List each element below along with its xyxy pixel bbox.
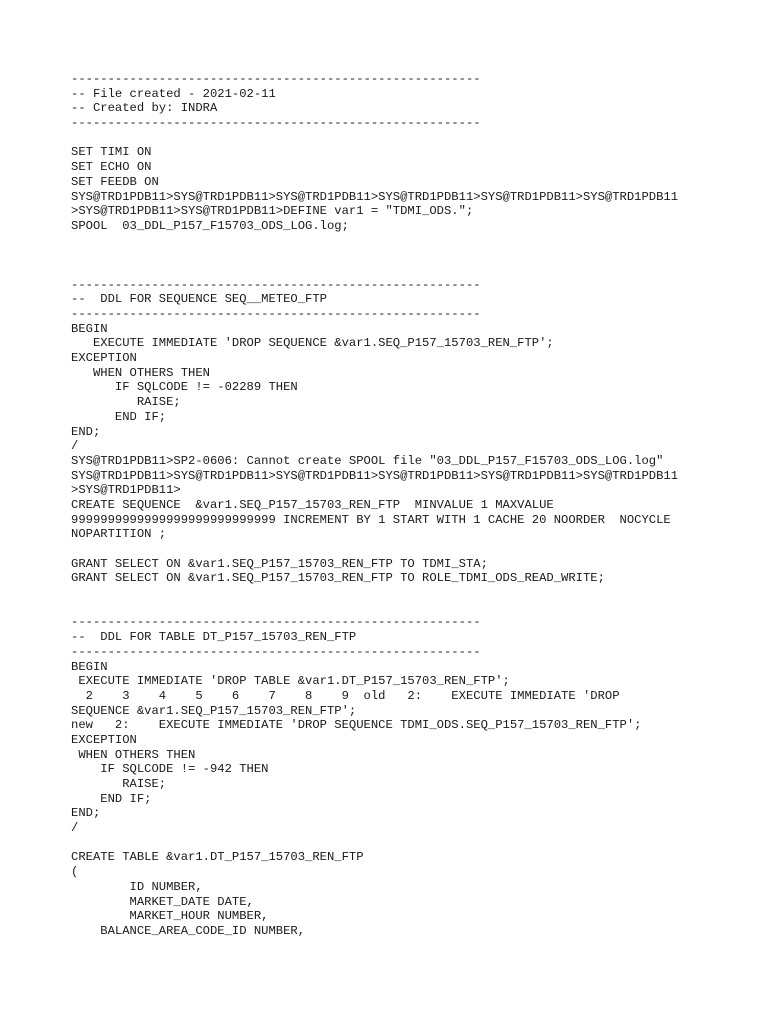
code-line: >SYS@TRD1PDB11>SYS@TRD1PDB11>DEFINE var1 = "TDMI_ODS."; <box>71 204 474 219</box>
code-line: BALANCE_AREA_CODE_ID NUMBER, <box>71 923 306 938</box>
code-line: GRANT SELECT ON &var1.SEQ_P157_15703_REN_FTP TO ROLE_TDMI_ODS_READ_WRITE; <box>71 571 605 586</box>
code-line: NOPARTITION ; <box>71 527 167 542</box>
code-line: / <box>71 439 79 454</box>
code-line <box>71 601 751 616</box>
code-line <box>71 234 751 249</box>
code-line: END; <box>71 424 101 439</box>
code-line: / <box>71 821 79 836</box>
code-line: SYS@TRD1PDB11>SP2-0606: Cannot create SPOOL file "03_DDL_P157_F15703_ODS_LOG.log" <box>71 453 664 468</box>
code-line <box>71 542 751 557</box>
code-line: MARKET_DATE DATE, <box>71 894 254 909</box>
code-line: -- DDL FOR TABLE DT_P157_15703_REN_FTP <box>71 630 357 645</box>
code-line: EXCEPTION <box>71 732 137 747</box>
code-line: SET TIMI ON <box>71 145 152 160</box>
code-line: CREATE SEQUENCE &var1.SEQ_P157_15703_REN_FTP MINVALUE 1 MAXVALUE <box>71 497 554 512</box>
code-line: SYS@TRD1PDB11>SYS@TRD1PDB11>SYS@TRD1PDB11>SYS@TRD1PDB11>SYS@TRD1PDB11>SYS@TRD1PDB11 <box>71 468 679 483</box>
code-line: new 2: EXECUTE IMMEDIATE 'DROP SEQUENCE TDMI_ODS.SEQ_P157_15703_REN_FTP'; <box>71 718 642 733</box>
document-page <box>71 72 751 939</box>
code-line <box>71 131 751 146</box>
code-line: BEGIN <box>71 321 108 336</box>
code-line: GRANT SELECT ON &var1.SEQ_P157_15703_REN_FTP TO TDMI_STA; <box>71 556 488 571</box>
code-line: END IF; <box>71 409 167 424</box>
code-line: END IF; <box>71 791 152 806</box>
code-line: IF SQLCODE != -02289 THEN <box>71 380 298 395</box>
code-line: -------------------------------------------------------- <box>71 644 481 659</box>
code-line: -------------------------------------------------------- <box>71 116 481 131</box>
code-line: EXECUTE IMMEDIATE 'DROP SEQUENCE &var1.SEQ_P157_15703_REN_FTP'; <box>71 336 554 351</box>
code-line: WHEN OTHERS THEN <box>71 365 210 380</box>
code-line <box>71 586 751 601</box>
code-line: END; <box>71 806 101 821</box>
code-line: ID NUMBER, <box>71 879 203 894</box>
code-line: BEGIN <box>71 659 108 674</box>
code-line: 9999999999999999999999999999 INCREMENT BY 1 START WITH 1 CACHE 20 NOORDER NOCYCLE <box>71 512 671 527</box>
code-line: -- Created by: INDRA <box>71 101 218 116</box>
code-line: SET ECHO ON <box>71 160 152 175</box>
code-line: WHEN OTHERS THEN <box>71 747 196 762</box>
code-line: ( <box>71 865 79 880</box>
code-line: >SYS@TRD1PDB11> <box>71 483 181 498</box>
code-line: SEQUENCE &var1.SEQ_P157_15703_REN_FTP'; <box>71 703 357 718</box>
code-line: SPOOL 03_DDL_P157_F15703_ODS_LOG.log; <box>71 218 349 233</box>
code-line: MARKET_HOUR NUMBER, <box>71 909 269 924</box>
code-line <box>71 836 751 851</box>
code-line: -------------------------------------------------------- <box>71 277 481 292</box>
code-line: SYS@TRD1PDB11>SYS@TRD1PDB11>SYS@TRD1PDB11>SYS@TRD1PDB11>SYS@TRD1PDB11>SYS@TRD1PDB11 <box>71 189 679 204</box>
code-line <box>71 263 751 278</box>
code-line: EXECUTE IMMEDIATE 'DROP TABLE &var1.DT_P157_15703_REN_FTP'; <box>71 674 510 689</box>
code-line: CREATE TABLE &var1.DT_P157_15703_REN_FTP <box>71 850 364 865</box>
code-line <box>71 248 751 263</box>
code-line: -------------------------------------------------------- <box>71 72 481 86</box>
code-line: SET FEEDB ON <box>71 174 159 189</box>
code-line: RAISE; <box>71 777 167 791</box>
code-line: -------------------------------------------------------- <box>71 307 481 321</box>
code-line: -- File created - 2021-02-11 <box>71 86 276 101</box>
code-line: -------------------------------------------------------- <box>71 615 481 630</box>
code-line: IF SQLCODE != -942 THEN <box>71 762 269 777</box>
code-line: -- DDL FOR SEQUENCE SEQ__METEO_FTP <box>71 292 327 307</box>
code-line: 2 3 4 5 6 7 8 9 old 2: EXECUTE IMMEDIATE 'DROP <box>71 688 620 703</box>
code-line: RAISE; <box>71 395 181 410</box>
code-line: EXCEPTION <box>71 351 137 366</box>
